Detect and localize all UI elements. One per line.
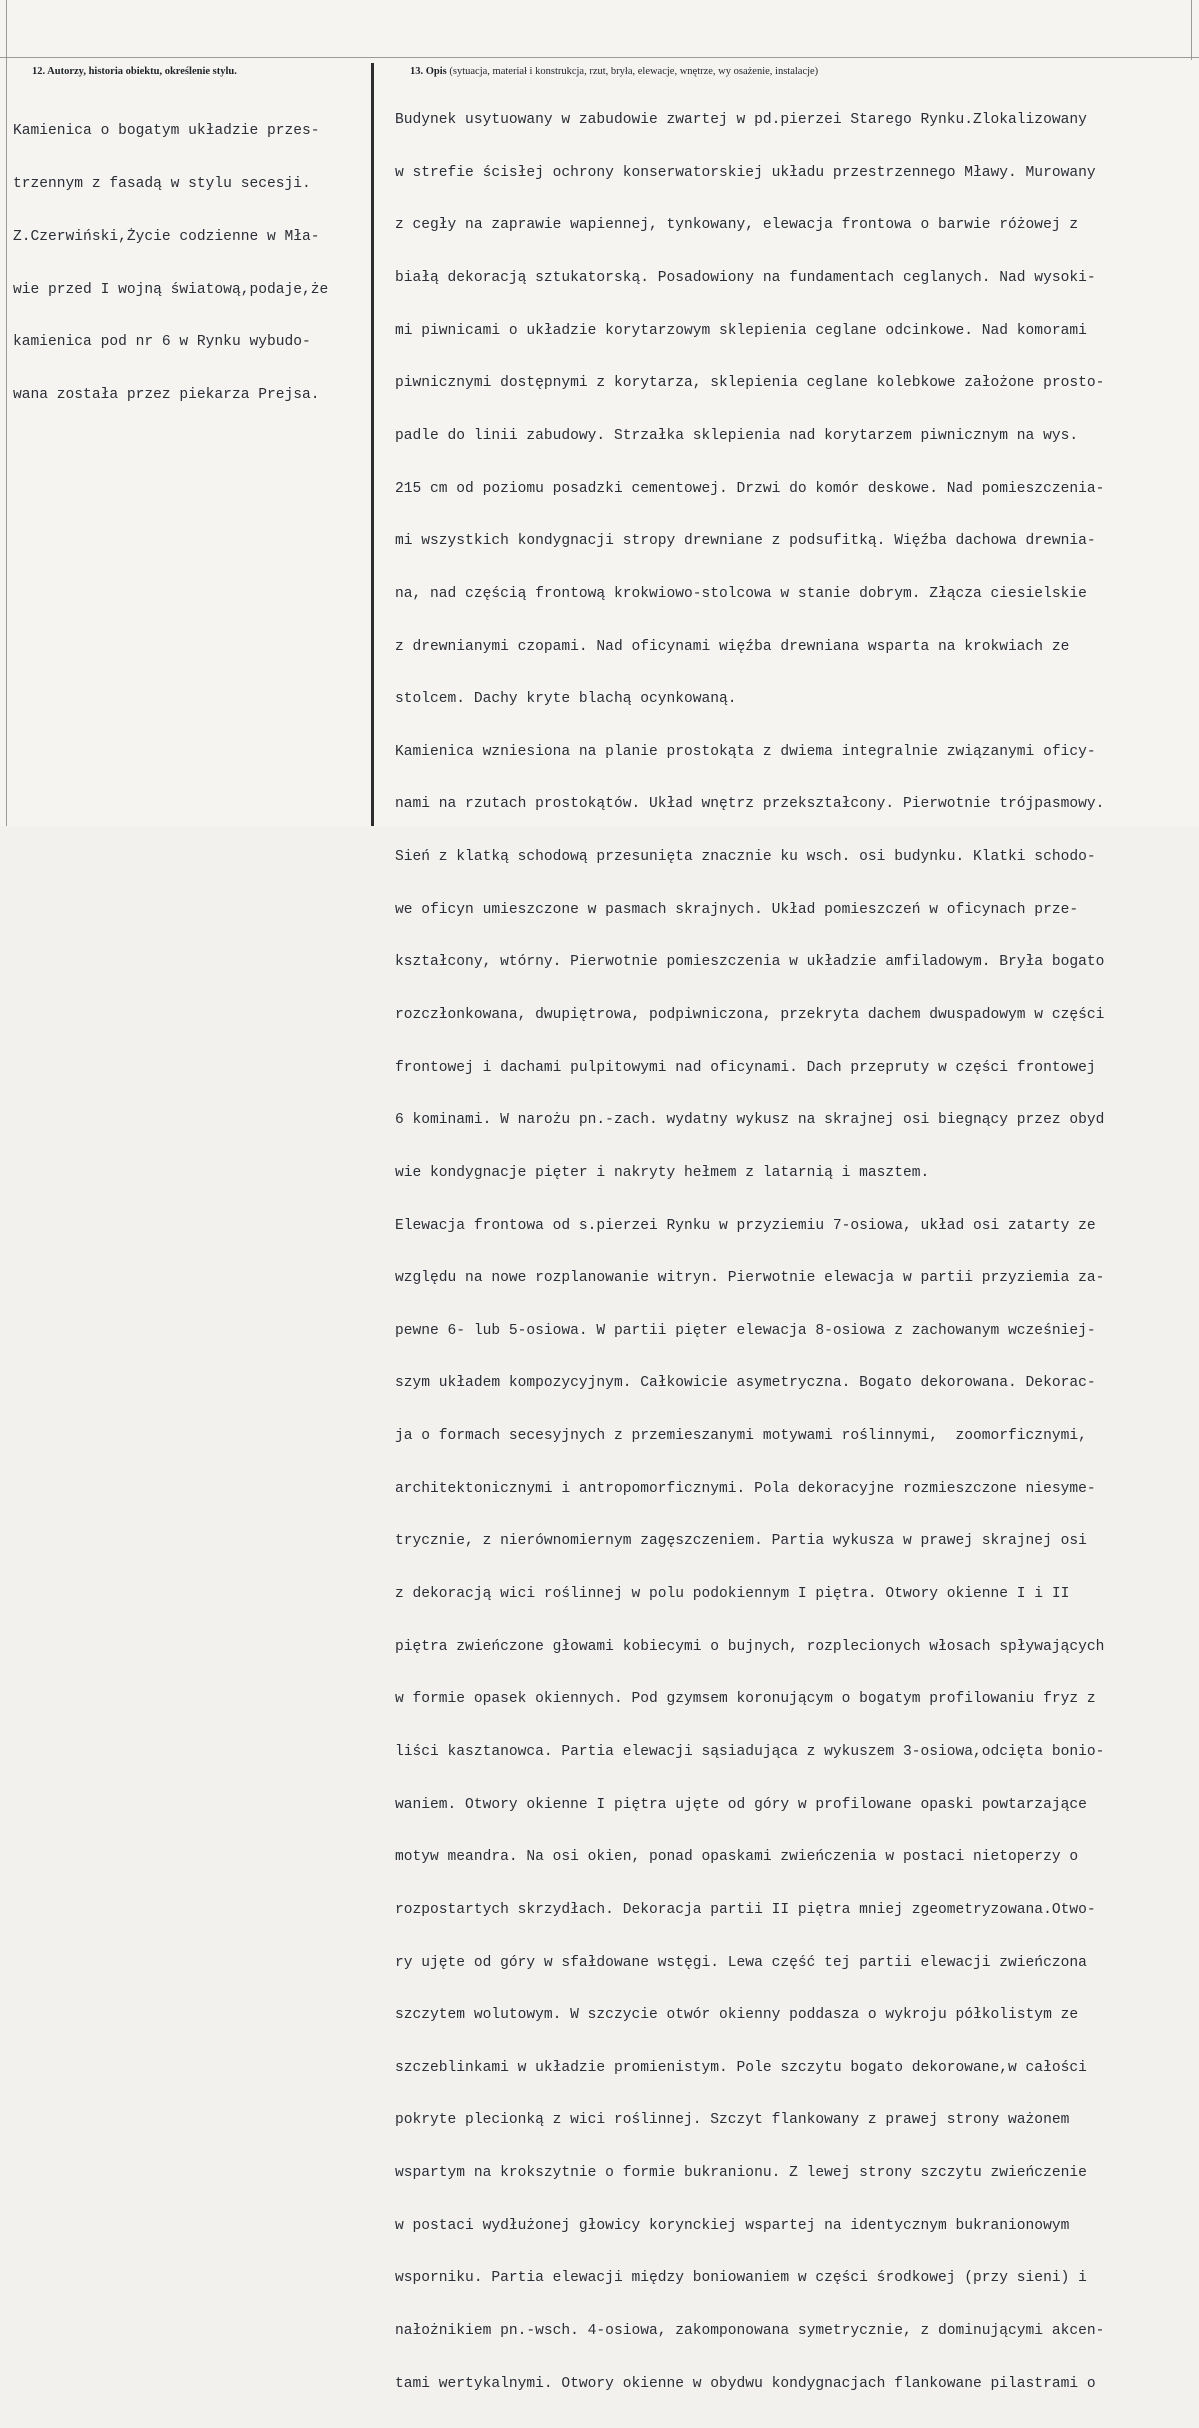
description-line: na, nad częścią frontową krokwiowo-stolcowa w stanie dobrym. Złącza ciesielskie	[395, 585, 1087, 602]
description-line: z cegły na zaprawie wapiennej, tynkowany, elewacja frontowa o barwie różowej z	[395, 217, 1079, 234]
description-line: tami wertykalnymi. Otwory okienne w obydwu kondygnacjach flankowane pilastrami o	[395, 2375, 1096, 2392]
section-13-subtitle: (sytuacja, materiał i konstrukcja, rzut, bryła, elewacje, wnętrze, wy osażenie, instalacje)	[446, 66, 819, 77]
description-line: architektonicznymi i antropomorficznymi. Pola dekoracyjne rozmieszczone niesyme-	[395, 1480, 1096, 1497]
description-line: waniem. Otwory okienne I piętra ujęte od góry w profilowane opaski powtarzające	[395, 1796, 1087, 1813]
description-line: mi piwnicami o układzie korytarzowym sklepienia ceglane odcinkowe. Nad komorami	[395, 322, 1087, 339]
description-line: wsporniku. Partia elewacji między boniowaniem w części środkowej (przy sieni) i	[395, 2270, 1087, 2287]
history-line: wie przed I wojną światową,podaje,że	[13, 281, 329, 298]
description-line: mi wszystkich kondygnacji stropy drewniane z podsufitką. Więźba dachowa drewnia-	[395, 533, 1096, 550]
description-line: względu na nowe rozplanowanie witryn. Pierwotnie elewacja w partii przyziemia za-	[395, 1270, 1105, 1287]
description-line: rozpostartych skrzydłach. Dekoracja partii II piętra mniej zgeometryzowana.Otwo-	[395, 1901, 1096, 1918]
history-line: kamienica pod nr 6 w Rynku wybudo-	[13, 334, 311, 351]
description-line: Elewacja frontowa od s.pierzei Rynku w przyziemiu 7-osiowa, układ osi zatarty ze	[395, 1217, 1096, 1234]
description-line: piętra zwieńczone głowami kobiecymi o bujnych, rozplecionych włosach spływających	[395, 1638, 1105, 1655]
description-line: Sień z klatką schodową przesunięta znacznie ku wsch. osi budynku. Klatki schodo-	[395, 849, 1096, 866]
description-text-block	[395, 77, 1195, 2428]
description-line: kształcony, wtórny. Pierwotnie pomieszczenia w układzie amfiladowym. Bryła bogato	[395, 954, 1105, 971]
description-line: ja o formach secesyjnych z przemieszanymi motywami roślinnymi, zoomorficznymi,	[395, 1428, 1087, 1445]
history-text-block	[13, 88, 365, 440]
description-line: nałożnikiem pn.-wsch. 4-osiowa, zakomponowana symetrycznie, z dominującymi akcen-	[395, 2323, 1105, 2339]
description-line: piwnicznymi dostępnymi z korytarza, sklepienia ceglane kolebkowe założone prosto-	[395, 375, 1105, 392]
description-line: szym układem kompozycyjnym. Całkowicie asymetryczna. Bogato dekorowana. Dekorac-	[395, 1375, 1096, 1392]
description-line: stolcem. Dachy kryte blachą ocynkowaną.	[395, 691, 737, 708]
section-13-header	[410, 66, 818, 77]
history-line: Z.Czerwiński,Życie codzienne w Mła-	[13, 228, 320, 245]
description-line: Budynek usytuowany w zabudowie zwartej w pd.pierzei Starego Rynku.Zlokalizowany	[395, 112, 1087, 129]
description-line: pokryte plecionką z wici roślinnej. Szczyt flankowany z prawej strony ważonem	[395, 2112, 1070, 2129]
description-line: szczeblinkami w układzie promienistym. Pole szczytu bogato dekorowane,w całości	[395, 2059, 1087, 2076]
description-line: wie kondygnacje pięter i nakryty hełmem z latarnią i masztem.	[395, 1164, 930, 1181]
description-line: szczytem wolutowym. W szczycie otwór okienny poddasza o wykroju półkolistym ze	[395, 2007, 1079, 2024]
description-line: nami na rzutach prostokątów. Układ wnętrz przekształcony. Pierwotnie trójpasmowy.	[395, 796, 1105, 813]
top-frame-border	[0, 0, 1199, 58]
description-line: 215 cm od poziomu posadzki cementowej. Drzwi do komór deskowe. Nad pomieszczenia-	[395, 480, 1105, 497]
section-13-number: 13. Opis	[410, 66, 447, 77]
right-frame-tick	[1191, 0, 1192, 60]
description-line: wspartym na krokszytnie o formie bukranionu. Z lewej strony szczytu zwieńczenie	[395, 2165, 1087, 2182]
description-line: w formie opasek okiennych. Pod gzymsem koronującym o bogatym profilowaniu fryz z	[395, 1691, 1096, 1708]
description-line: padle do linii zabudowy. Strzałka sklepienia nad korytarzem piwnicznym na wys.	[395, 427, 1079, 444]
description-line: z drewnianymi czopami. Nad oficynami więźba drewniana wsparta na krokwiach ze	[395, 638, 1070, 655]
description-line: rozczłonkowana, dwupiętrowa, podpiwniczona, przekryta dachem dwuspadowym w części	[395, 1006, 1105, 1023]
description-line: we oficyn umieszczone w pasmach skrajnych. Układ pomieszczeń w oficynach prze-	[395, 901, 1079, 918]
description-line: Kamienica wzniesiona na planie prostokąta z dwiema integralnie związanymi oficy-	[395, 743, 1096, 760]
description-line: liści kasztanowca. Partia elewacji sąsiadująca z wykuszem 3-osiowa,odcięta bonio-	[395, 1743, 1105, 1760]
description-line: ry ujęte od góry w sfałdowane wstęgi. Lewa część tej partii elewacji zwieńczona	[395, 1954, 1087, 1971]
left-margin-line	[6, 0, 7, 826]
description-line: motyw meandra. Na osi okien, ponad opaskami zwieńczenia w postaci nietoperzy o	[395, 1849, 1079, 1866]
description-line: w strefie ścisłej ochrony konserwatorskiej układu przestrzennego Mławy. Murowany	[395, 164, 1096, 181]
description-line: z dekoracją wici roślinnej w polu podokiennym I piętra. Otwory okienne I i II	[395, 1586, 1070, 1603]
description-line: pewne 6- lub 5-osiowa. W partii pięter elewacja 8-osiowa z zachowanym wcześniej-	[395, 1322, 1096, 1339]
history-line: Kamienica o bogatym układzie przes-	[13, 123, 320, 140]
description-line: 6 kominami. W narożu pn.-zach. wydatny wykusz na skrajnej osi biegnący przez obyd	[395, 1112, 1105, 1129]
description-line: w postaci wydłużonej głowicy korynckiej wspartej na identycznym bukranionowym	[395, 2217, 1070, 2234]
history-line: wana została przez piekarza Prejsa.	[13, 387, 320, 404]
history-line: trzennym z fasadą w stylu secesji.	[13, 175, 311, 192]
section-12-header: 12. Autorzy, historia obiektu, określenie stylu.	[32, 66, 237, 77]
description-line: frontowej i dachami pulpitowymi nad oficynami. Dach przepruty w części frontowej	[395, 1059, 1096, 1076]
description-line: trycznie, z nierównomiernym zagęszczeniem. Partia wykusza w prawej skrajnej osi	[395, 1533, 1087, 1550]
description-line: białą dekoracją sztukatorską. Posadowiony na fundamentach ceglanych. Nad wysoki-	[395, 270, 1096, 287]
column-divider	[371, 63, 374, 826]
